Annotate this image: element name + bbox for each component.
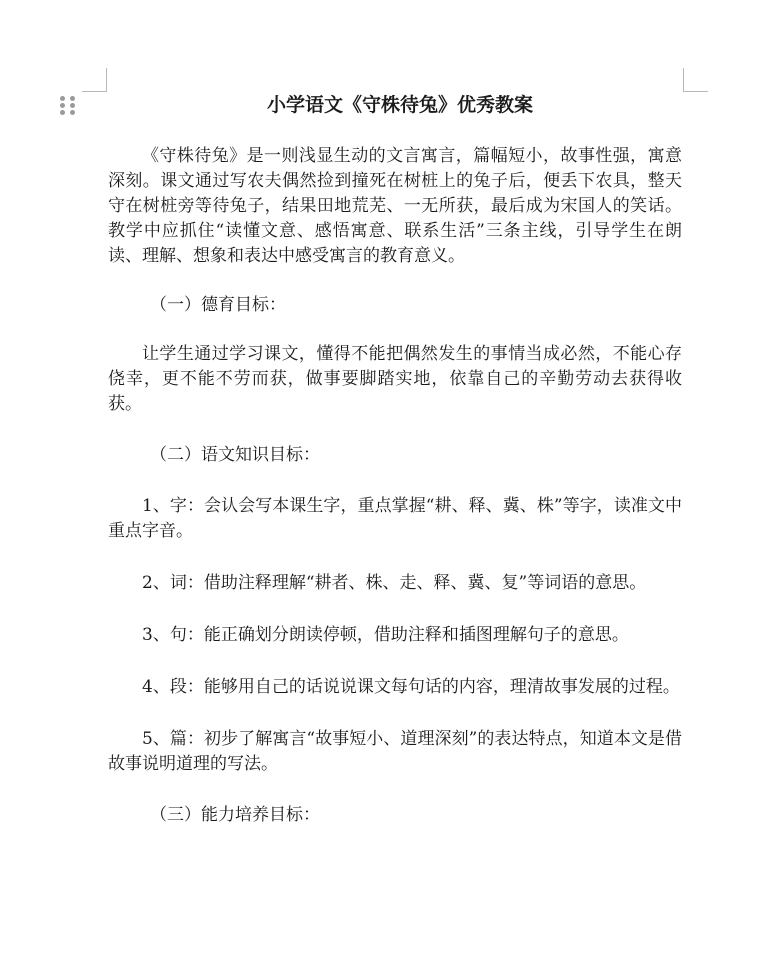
drag-handle-icon[interactable] (60, 96, 76, 116)
section-heading-knowledge: （二）语文知识目标： (150, 445, 320, 465)
crop-mark-top-right (683, 68, 684, 92)
drag-dot (60, 110, 65, 115)
intro-paragraph: 《守株待兔》是一则浅显生动的文言寓言，篇幅短小，故事性强，寓意深刻。课文通过写农夫偶然捡到撞死在树桩上的兔子后，便丢下农具，整天守在树桩旁等待兔子，结果田地荒芜、一无所获，最后成为宋国人的笑话。教学中应抓住“读懂文意、感悟寓意、联系生活”三条主线，引导学生在朗读、理解、想象和表达中感受寓言的教育意义。 (108, 146, 682, 266)
document-body (108, 92, 682, 828)
knowledge-item-sentences: 3、句：能正确划分朗读停顿，借助注释和插图理解句子的意思。 (142, 625, 629, 645)
section-heading-moral: （一）德育目标： (150, 295, 286, 315)
drag-dot (60, 103, 65, 108)
drag-dot (70, 103, 75, 108)
knowledge-item-text: 5、篇：初步了解寓言“故事短小、道理深刻”的表达特点，知道本文是借故事说明道理的写法。 (108, 729, 682, 774)
crop-mark-top-right (683, 91, 708, 92)
section-heading-ability: （三）能力培养目标： (150, 805, 320, 825)
knowledge-item-words: 2、词：借助注释理解“耕者、株、走、释、冀、复”等词语的意思。 (142, 573, 647, 593)
drag-dot (70, 110, 75, 115)
crop-mark-top-left (82, 91, 107, 92)
knowledge-item-paragraphs: 4、段：能够用自己的话说说课文每句话的内容，理清故事发展的过程。 (142, 677, 680, 697)
drag-dot (70, 96, 75, 101)
crop-mark-top-left (106, 68, 107, 92)
document-title: 小学语文《守株待兔》优秀教案 (266, 94, 533, 116)
moral-objective-paragraph: 让学生通过学习课文，懂得不能把偶然发生的事情当成必然，不能心存侥幸，更不能不劳而获，做事要脚踏实地，依靠自己的辛勤劳动去获得收获。 (108, 344, 682, 414)
knowledge-item-characters: 1、字：会认会写本课生字，重点掌握“耕、释、冀、株”等字，读准文中重点字音。 (108, 496, 682, 541)
drag-dot (60, 96, 65, 101)
